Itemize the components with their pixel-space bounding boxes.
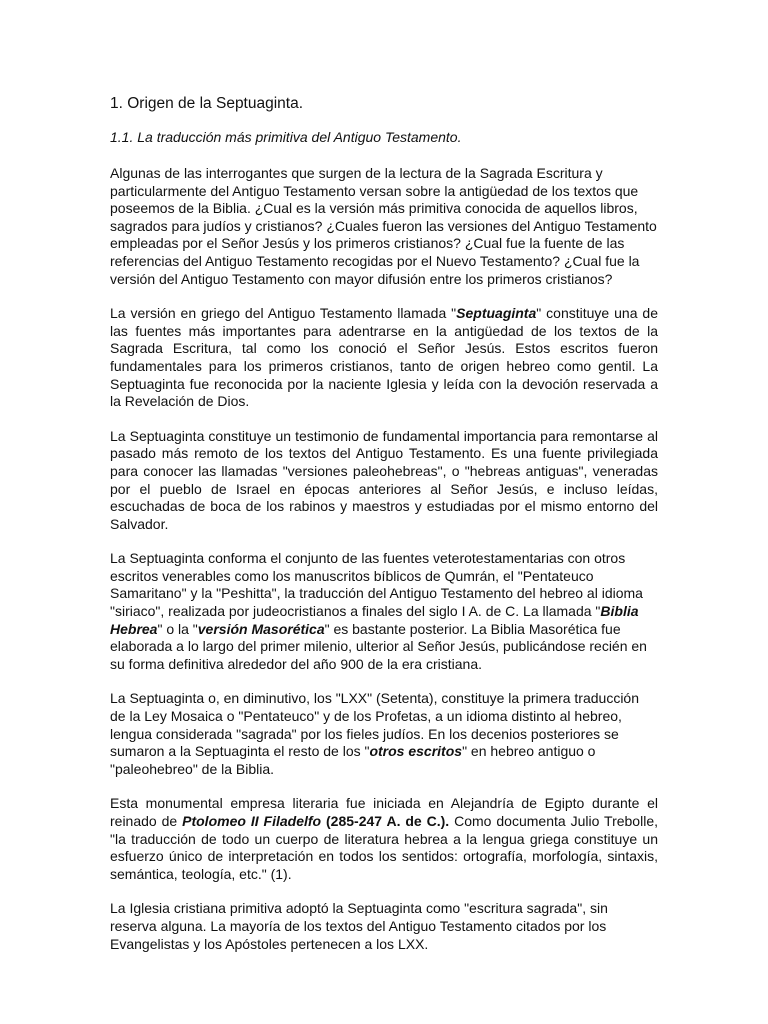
- text-run: " en hebreo antiguo o "paleohebreo" de la Biblia.: [110, 743, 596, 777]
- paragraph-3: La Septuaginta constituye un testimonio de fundamental importancia para remontarse al pasado más remoto de los textos del Antiguo Testamento. Es una fuente privilegiada para conocer las llamadas "versiones paleohebreas", o "hebreas antiguas", veneradas por el pueblo de Israel en épocas anteriores al Señor Jesús, e incluso leídas, escuchadas de boca de los rabinos y maestros y estudiadas por el mismo entorno del Salvador.: [110, 427, 658, 532]
- emphasis-otros-escritos: otros escritos: [369, 743, 463, 760]
- emphasis-dates: (285-247 A. de C.).: [321, 813, 450, 829]
- emphasis-biblia-hebrea: Biblia Hebrea: [110, 603, 639, 637]
- text-run: Como documenta Julio Trebolle, "la traducción de todo un cuerpo de literatura hebrea a la lengua griega constituye un esfuerzo único de interpretación en todos los sentidos: ortografía, morfología, sintaxis, semántica, teología, etc." (1).: [110, 813, 658, 882]
- emphasis-ptolomeo: Ptolomeo II Filadelfo: [182, 813, 322, 829]
- emphasis-septuaginta: Septuaginta: [456, 305, 537, 322]
- text-run: " constituye una de las fuentes más importantes para adentrarse en la antigüedad de los textos de la Sagrada Escritura, tal como los conoció el Señor Jesús. Estos escritos fueron fundamentales para los primeros cristianos, tanto de origen hebreo como gentil. La Septuaginta fue reconocida por la naciente Iglesia y leída con la devoción reservada a la Revelación de Dios.: [110, 305, 658, 410]
- text-run: " o la ": [157, 620, 198, 637]
- text-run: " es bastante posterior. La Biblia Masorética fue elaborada a lo largo del primer milenio, ulterior al Señor Jesús, publicándose recién en su forma definitiva alrededor del año 900 de la era cristiana.: [110, 620, 647, 672]
- paragraph-1: Algunas de las interrogantes que surgen de la lectura de la Sagrada Escritura y particularmente del Antiguo Testamento versan sobre la antigüedad de los textos que poseemos de la Biblia. ¿Cual es la versión más primitiva conocida de aquellos libros, sagrados para judíos y cristianos? ¿Cuales fueron las versiones del Antiguo Testamento empleadas por el Señor Jesús y los primeros cristianos? ¿Cual fue la fuente de las referencias del Antiguo Testamento recogidas por el Nuevo Testamento? ¿Cual fue la versión del Antiguo Testamento con mayor difusión entre los primeros cristianos?: [110, 165, 657, 287]
- text-run: Esta monumental empresa literaria fue iniciada en Alejandría de Egipto durante el reinado de: [110, 795, 658, 829]
- document-body: [110, 94, 658, 970]
- emphasis-version-masoretica: versión Masorética: [197, 620, 325, 637]
- paragraph-7: La Iglesia cristiana primitiva adoptó la Septuaginta como "escritura sagrada", sin reserva alguna. La mayoría de los textos del Antiguo Testamento citados por los Evangelistas y los Apóstoles pertenecen a los LXX.: [110, 900, 608, 952]
- paragraph-5: [110, 690, 658, 778]
- paragraph-2: [110, 305, 658, 411]
- section-heading: 1. Origen de la Septuaginta.: [110, 95, 304, 112]
- text-run: La versión en griego del Antiguo Testamento llamada ": [110, 305, 457, 322]
- subsection-heading: 1.1. La traducción más primitiva del Antiguo Testamento.: [110, 129, 462, 145]
- paragraph-4: [110, 550, 658, 673]
- text-run: La Septuaginta conforma el conjunto de las fuentes veterotestamentarias con otros escritos venerables como los manuscritos bíblicos de Qumrán, el "Pentateuco Samaritano" y la "Peshitta", la traducción del Antiguo Testamento del hebreo al idioma "siriaco", realizada por judeocristianos a finales del siglo I A. de C. La llamada ": [110, 550, 643, 620]
- text-run: La Septuaginta o, en diminutivo, los "LXX" (Setenta), constituye la primera traducción de la Ley Mosaica o "Pentateuco" y de los Profetas, a un idioma distinto al hebreo, lengua considerada "sagrada" por los fieles judíos. En los decenios posteriores se sumaron a la Septuaginta el resto de los ": [110, 690, 640, 760]
- paragraph-6: [110, 795, 658, 883]
